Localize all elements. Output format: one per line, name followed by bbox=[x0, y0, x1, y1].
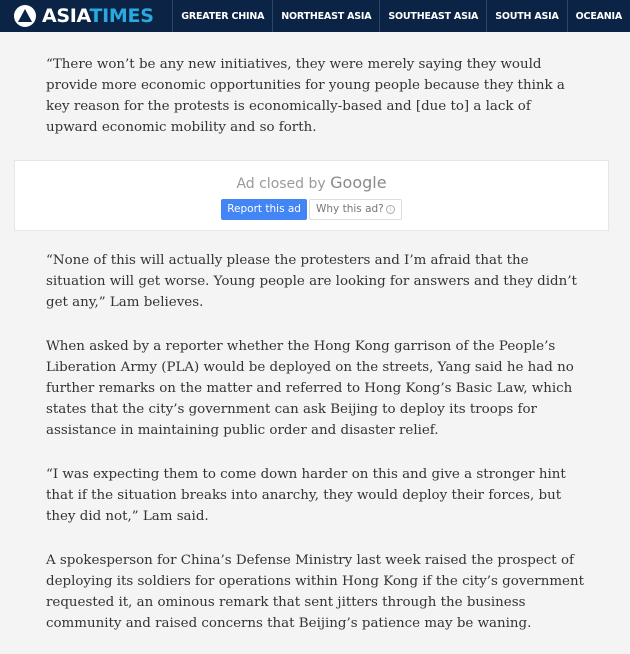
ad-buttons bbox=[15, 199, 608, 220]
why-this-ad-label: Why this ad? bbox=[315, 203, 384, 215]
info-icon: i bbox=[386, 205, 395, 214]
nav-southeast-asia[interactable]: SOUTHEAST ASIA bbox=[379, 0, 486, 32]
logo-wordmark: ASIATIMES bbox=[42, 4, 154, 27]
why-this-ad-button[interactable] bbox=[309, 199, 402, 220]
nav-northeast-asia[interactable]: NORTHEAST ASIA bbox=[272, 0, 379, 32]
site-logo[interactable] bbox=[0, 0, 159, 32]
site-header bbox=[0, 0, 630, 32]
closed-ad-box bbox=[14, 160, 609, 231]
nav-south-asia[interactable]: SOUTH ASIA bbox=[486, 0, 566, 32]
article-paragraph: “None of this will actually please the protesters and I’m afraid that the situation will get worse. Young people are looking for answers and they didn’t get any,” Lam believes. bbox=[46, 253, 577, 310]
nav-greater-china[interactable]: GREATER CHINA bbox=[172, 0, 272, 32]
main-nav bbox=[172, 0, 630, 32]
nav-oceania[interactable]: OCEANIA bbox=[567, 0, 630, 32]
article-paragraph: A spokesperson for China’s Defense Ministry last week raised the prospect of deploying its soldiers for operations within Hong Kong if the city’s government requested it, an ominous remark that sent jitters through the business community and raised concerns that Beijing’s patience may be waning. bbox=[46, 553, 584, 631]
ad-closed-text: Ad closed by bbox=[236, 176, 326, 192]
article-paragraph: “There won’t be any new initiatives, they were merely saying they would provide more economic opportunities for young people because they think a key reason for the protests is economically-based and [due to] a lack of upward economic mobility and so forth. bbox=[46, 57, 565, 135]
article-paragraph: When asked by a reporter whether the Hong Kong garrison of the People’s Liberation Army (PLA) would be deployed on the streets, Yang said he had no further remarks on the matter and referred to Hong Kong’s Basic Law, which states that the city’s government can ask Beijing to deploy its troops for assistance in maintaining public order and disaster relief. bbox=[46, 339, 574, 438]
ad-closed-message bbox=[15, 173, 608, 193]
google-brand: Google bbox=[330, 173, 387, 192]
report-ad-button[interactable]: Report this ad bbox=[221, 199, 307, 220]
article-paragraph: “I was expecting them to come down harder on this and give a stronger hint that if the situation breaks into anarchy, they would deploy their forces, but they did not,” Lam said. bbox=[46, 467, 566, 524]
logo-icon bbox=[14, 5, 36, 27]
